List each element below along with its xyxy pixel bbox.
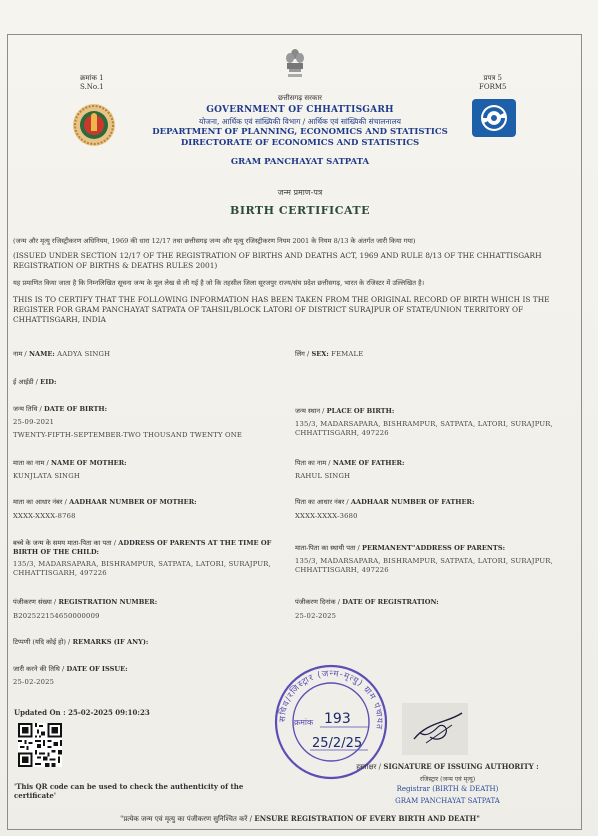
certificate-title: BIRTH CERTIFICATE xyxy=(230,204,370,217)
registrar-unit: GRAM PANCHAYAT SATPATA xyxy=(395,797,500,805)
child-name: AADYA SINGH xyxy=(57,350,111,358)
issued-under-hindi: (जन्म और मृत्यु रजिस्ट्रीकरण अधिनियम, 1969 की धारा 12/17 तथा छत्तीसगढ़ जन्म और मृत्यु रजिस्ट्रीकरण नियम 2001 के नियम 8/13 के अंतर्गत जारी किया गया) xyxy=(13,237,416,245)
department-title: DEPARTMENT OF PLANNING, ECONOMICS AND STATISTICS DIRECTORATE OF ECONOMICS AND STATISTICS xyxy=(152,127,448,148)
father-name-label: पिता का नाम / NAME OF FATHER: xyxy=(295,459,405,467)
svg-text:सचिव/रजिस्ट्रार (जन्म-मृत्यु): सचिव/रजिस्ट्रार (जन्म-मृत्यु) ग्राम पंचायत xyxy=(277,668,385,731)
mother-aadhaar-label: माता का आधार नंबर / AADHAAR NUMBER OF MOTHER: xyxy=(13,498,197,506)
registration-number-label: पंजीकरण संख्या / REGISTRATION NUMBER: xyxy=(13,598,158,606)
svg-text:क्रमांक: क्रमांक xyxy=(294,718,314,727)
mother-name: KUNJLATA SINGH xyxy=(13,472,80,480)
certificate-title-hindi: जन्म प्रमाण-पत्र xyxy=(277,188,323,197)
certify-text-hindi: यह प्रमाणित किया जाता है कि निम्नलिखित सूचना जन्म के मूल लेख से ली गई है जो कि तहसील जिला सूरजपुर राज्य/संघ प्रदेश छत्तीसगढ़, भारत के रजिस्टर में उल्लिखित है। xyxy=(13,279,425,287)
svg-text:193: 193 xyxy=(324,711,351,727)
date-of-birth: 25-09-2021 xyxy=(13,418,55,426)
chhattisgarh-seal-icon xyxy=(72,103,116,147)
gram-panchayat-title: GRAM PANCHAYAT SATPATA xyxy=(230,157,370,167)
dob-label: जन्म तिथि / DATE OF BIRTH: xyxy=(13,405,108,413)
permanent-address: 135/3, MADARSAPARA, BISHRAMPUR, SATPATA, LATORI, SURAJPUR, CHHATTISGARH, 497226 xyxy=(295,557,553,574)
issued-under-text: (ISSUED UNDER SECTION 12/17 OF THE REGISTRATION OF BIRTHS AND DEATHS ACT, 1969 AND RULE 8/13 OF THE CHHATTISGARH REGISTRATION OF BIRTHS & DEATHS RULES 2001) xyxy=(13,251,542,270)
father-aadhaar-label: पिता का आधार नंबर / AADHAAR NUMBER OF FATHER: xyxy=(295,498,475,506)
name-label: नाम / NAME: AADYA SINGH xyxy=(13,350,111,358)
certify-text: THIS IS TO CERTIFY THAT THE FOLLOWING INFORMATION HAS BEEN TAKEN FROM THE ORIGINAL RECORD OF BIRTH WHICH IS THE REGISTER FOR GRAM PANCHAYAT SATPATA OF TAHSIL/BLOCK LATORI OF DISTRICT SURAJPUR OF STATE/UNION TERRITORY OF CHHATTISGARH, INDIA xyxy=(13,295,550,324)
pob-label: जन्म स्थान / PLACE OF BIRTH: xyxy=(295,407,395,415)
updated-on: Updated On : 25-02-2025 09:10:23 xyxy=(14,708,150,717)
registration-number: B202522154650000009 xyxy=(13,612,100,620)
place-of-birth: 135/3, MADARSAPARA, BISHRAMPUR, SATPATA, LATORI, SURAJPUR, CHHATTISGARH, 497226 xyxy=(295,420,553,437)
footer-slogan: "प्रत्येक जन्म एवं मृत्यु का पंजीकरण सुनिश्चित करें / ENSURE REGISTRATION OF EVERY BIRTH AND DEATH" xyxy=(120,814,480,823)
signature-label: हस्ताक्षर / SIGNATURE OF ISSUING AUTHORITY : xyxy=(356,762,539,771)
registration-date: 25-02-2025 xyxy=(295,612,337,620)
mother-aadhaar: XXXX-XXXX-8768 xyxy=(13,512,76,520)
father-aadhaar: XXXX-XXXX-3680 xyxy=(295,512,358,520)
mother-name-label: माता का नाम / NAME OF MOTHER: xyxy=(13,459,127,467)
registrar-role-hindi: रजिस्ट्रार (जन्म एवं मृत्यु) xyxy=(419,776,476,783)
serial-number: क्रमांक 1 S.No.1 xyxy=(80,74,104,91)
remarks-label: टिप्पणी (यदि कोई हो) / REMARKS (IF ANY): xyxy=(13,638,149,646)
date-of-birth-words: TWENTY-FIFTH-SEPTEMBER-TWO THOUSAND TWENTY ONE xyxy=(13,431,243,439)
state-name-hindi: छत्तीसगढ़ सरकार xyxy=(277,94,323,102)
qr-code[interactable] xyxy=(18,723,62,767)
department-hindi: योजना, आर्थिक एवं सांख्यिकी विभाग / आर्थिक एवं सांख्यिकी संचालनालय xyxy=(198,117,402,126)
issue-date: 25-02-2025 xyxy=(13,678,55,686)
government-title: GOVERNMENT OF CHHATTISGARH xyxy=(206,105,394,115)
sex-label: लिंग / SEX: FEMALE xyxy=(295,350,364,358)
father-name: RAHUL SINGH xyxy=(295,472,351,480)
svg-text:25/2/25: 25/2/25 xyxy=(312,736,363,751)
birth-address: 135/3, MADARSAPARA, BISHRAMPUR, SATPATA, LATORI, SURAJPUR, CHHATTISGARH, 497226 xyxy=(13,560,271,577)
permanent-address-label: माता-पिता का स्थायी पता / PERMANENT"ADDRESS OF PARENTS: xyxy=(295,544,506,552)
qr-note: 'This QR code can be used to check the authenticity of the certificate' xyxy=(14,782,244,800)
registrar-role: Registrar (BIRTH & DEATH) xyxy=(396,785,499,793)
eid-label: ई आईडी / EID: xyxy=(13,378,57,386)
issue-date-label: जारी करने की तिथि / DATE OF ISSUE: xyxy=(13,665,128,673)
registration-date-label: पंजीकरण दिनांक / DATE OF REGISTRATION: xyxy=(295,598,439,606)
signature-image xyxy=(402,703,468,755)
form-number: प्रपत्र 5 FORM5 xyxy=(479,74,507,91)
birth-address-label: बच्चे के जन्म के समय माता-पिता का पता / ADDRESS OF PARENTS AT THE TIME OF BIRTH OF THE CHILD: xyxy=(13,539,272,556)
child-sex: FEMALE xyxy=(331,350,364,358)
national-emblem-icon xyxy=(284,48,306,80)
